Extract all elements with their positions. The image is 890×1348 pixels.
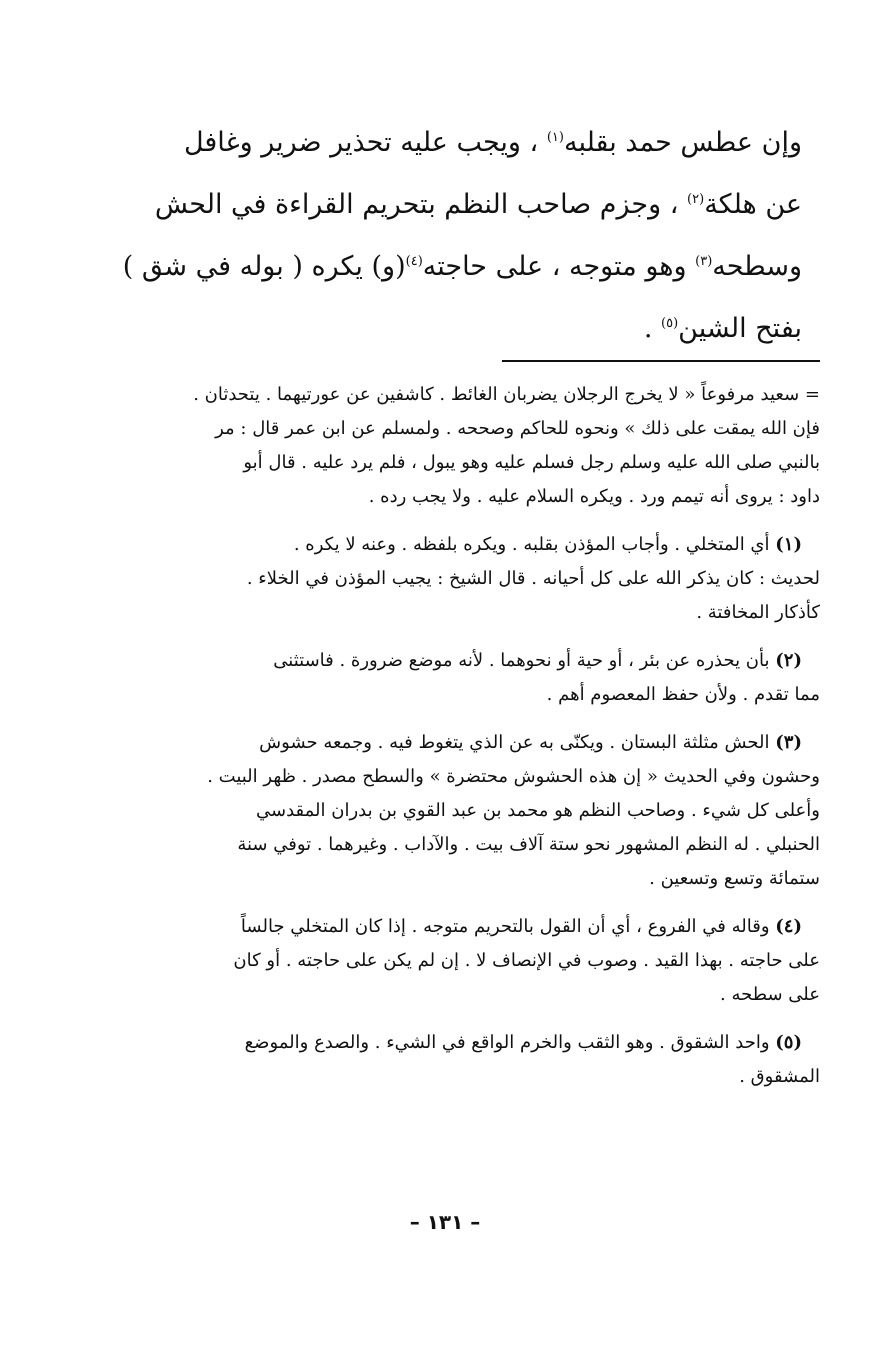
footnote-3 <box>92 726 820 896</box>
footnote-text: الحش مثلثة البستان . ويكنّى به عن الذي يتغوط فيه . وجمعه حشوش <box>259 732 770 753</box>
footnote-reference[interactable]: (٢) <box>687 192 705 207</box>
main-text-segment: وهو متوجه ، على حاجته <box>422 251 687 282</box>
footnote-separator <box>502 360 820 362</box>
footnote-line: الحنبلي . له النظم المشهور نحو ستة آلاف بيت . والآداب . وغيرهما . توفي سنة <box>237 834 820 855</box>
footnote-reference[interactable]: (٣) <box>695 254 713 269</box>
footnote-line: كأذكار المخافتة . <box>696 602 820 623</box>
footnote-number: (٢) <box>775 650 802 671</box>
footnote-number: (٤) <box>775 916 802 937</box>
footnote-reference[interactable]: (١) <box>546 130 564 145</box>
footnote-line: لحديث : كان يذكر الله على كل أحيانه . قال الشيخ : يجيب المؤذن في الخلاء . <box>246 568 820 589</box>
footnote-line <box>92 726 820 760</box>
main-text-line <box>88 298 802 360</box>
main-text-segment: وإن عطس حمد بقلبه <box>563 127 802 158</box>
main-text-line <box>88 236 802 298</box>
footnote-line <box>92 1026 820 1060</box>
footnote-line: وأعلى كل شيء . وصاحب النظم هو محمد بن عبد القوي بن بدران المقدسي <box>255 800 820 821</box>
main-text <box>88 112 802 360</box>
footnote-text: أي المتخلي . وأجاب المؤذن بقلبه . ويكره بلفظه . وعنه لا يكره . <box>293 534 770 555</box>
main-text-segment: (و) يكره ( بوله في شق ) <box>122 251 406 282</box>
footnote-text: وقاله في الفروع ، أي أن القول بالتحريم متوجه . إذا كان المتخلي جالساً <box>240 916 770 937</box>
main-text-segment: بفتح الشين <box>678 313 802 344</box>
footnote-line: المشقوق . <box>739 1066 820 1087</box>
footnote-line: مما تقدم . ولأن حفظ المعصوم أهم . <box>546 684 820 705</box>
footnote-4 <box>92 910 820 1012</box>
footnote-reference[interactable]: (٥) <box>661 316 679 331</box>
footnote-line: على حاجته . بهذا القيد . وصوب في الإنصاف لا . إن لم يكن على حاجته . أو كان <box>233 950 820 971</box>
footnote-line: = سعيد مرفوعاً « لا يخرج الرجلان يضربان الغائط . كاشفين عن عورتيهما . يتحدثان . <box>193 384 820 405</box>
main-text-line <box>88 174 802 236</box>
footnote-line: على سطحه . <box>720 984 820 1005</box>
main-text-line <box>88 112 802 174</box>
main-text-segment: ، ويجب عليه تحذير ضرير وغافل <box>183 127 539 158</box>
footnotes <box>92 378 820 1108</box>
page-number: – ١٣١ – <box>409 1210 481 1234</box>
footnote-reference[interactable]: (٤) <box>405 254 423 269</box>
footnote-line: داود : يروى أنه تيمم ورد . ويكره السلام عليه . ولا يجب رده . <box>368 486 820 507</box>
footnote-line: فإن الله يمقت على ذلك » ونحوه للحاكم وصححه . ولمسلم عن ابن عمر قال : مر <box>215 418 820 439</box>
footnote-line <box>92 910 820 944</box>
footnote-text: واحد الشقوق . وهو الثقب والخرم الواقع في الشيء . والصدع والموضع <box>244 1032 770 1053</box>
footnote-number: (٥) <box>775 1032 802 1053</box>
main-text-segment: عن هلكة <box>704 189 802 220</box>
footnote-line: وحشون وفي الحديث « إن هذه الحشوش محتضرة » والسطح مصدر . ظهر البيت . <box>207 766 820 787</box>
footnote-continuation <box>92 378 820 514</box>
footnote-line: بالنبي صلى الله عليه وسلم رجل فسلم عليه وهو يبول ، فلم يرد عليه . قال أبو <box>243 452 820 473</box>
footnote-2 <box>92 644 820 712</box>
footnote-text: بأن يحذره عن بئر ، أو حية أو نحوهما . لأنه موضع ضرورة . فاستثنى <box>273 650 770 671</box>
footnote-line <box>92 528 820 562</box>
footnote-line: ستمائة وتسع وتسعين . <box>649 868 820 889</box>
footnote-5 <box>92 1026 820 1094</box>
main-text-segment: . <box>643 313 653 344</box>
footnote-number: (٣) <box>775 732 802 753</box>
footnote-1 <box>92 528 820 630</box>
footnote-number: (١) <box>775 534 802 555</box>
main-text-segment: وسطحه <box>712 251 802 282</box>
footnote-line <box>92 644 820 678</box>
main-text-segment: ، وجزم صاحب النظم بتحريم القراءة في الحش <box>154 189 679 220</box>
